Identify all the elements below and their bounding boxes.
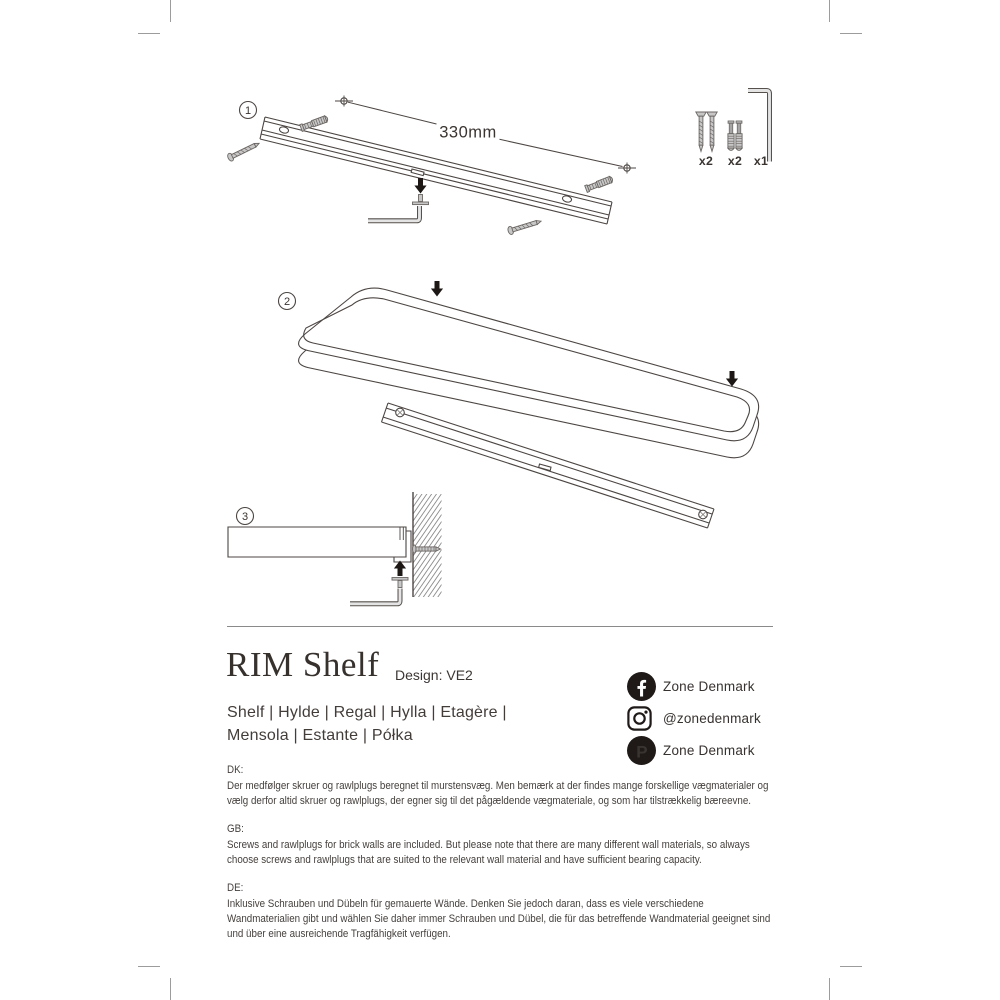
kit-rawlplug-icon: [728, 121, 734, 150]
product-names-line-2: Mensola | Estante | Półka: [227, 727, 413, 744]
down-arrow-icon: [726, 371, 738, 387]
allen-key-icon: [368, 206, 420, 221]
wall-rail: [260, 117, 612, 224]
pinterest-label: Zone Denmark: [663, 742, 755, 758]
product-title: RIM Shelf: [226, 645, 380, 684]
up-arrow-icon: [394, 561, 406, 577]
crop-mark: [138, 966, 160, 967]
product-names-line-1: Shelf | Hylde | Regal | Hylla | Etagère |: [227, 704, 507, 721]
rawlplugs-qty-label: x2: [727, 154, 743, 168]
step-2-number: 2: [283, 296, 291, 308]
instagram-label: @zonedenmark: [663, 710, 761, 726]
step-1-badge: [240, 102, 257, 119]
step-3-diagram: [228, 458, 442, 633]
dimension-330mm: [335, 96, 636, 174]
screws-qty-label: x2: [698, 154, 714, 168]
set-screw: [413, 195, 429, 205]
section-divider: [227, 626, 773, 627]
pinterest-row: [627, 735, 755, 765]
step-2-diagram: [279, 281, 759, 528]
rail-set-screw-slot: [539, 464, 551, 471]
note-gb-text: Screws and rawlplugs for brick walls are included. But please note that there are many different wall materials, so always choose screws and rawlplugs that are suited to the relevant wall material and have sufficient bearing capacity.: [227, 839, 750, 866]
note-de-label: DE:: [227, 882, 244, 895]
step-2-badge: [279, 293, 296, 310]
crop-mark: [170, 978, 171, 1000]
step-3-number: 3: [241, 511, 249, 523]
notes-section: [227, 764, 773, 956]
step-1-number: 1: [244, 105, 252, 117]
product-names: [227, 701, 507, 747]
rail-set-screw-slot: [411, 169, 424, 176]
crop-mark: [829, 978, 830, 1000]
design-code: Design: VE2: [395, 667, 473, 683]
facebook-icon: [627, 672, 663, 701]
down-arrow-icon: [414, 178, 426, 194]
wall-section: [413, 458, 442, 633]
instagram-icon: [627, 706, 663, 731]
pinterest-icon: [627, 736, 663, 765]
down-arrow-icon: [431, 281, 443, 297]
hardware-kit: [696, 91, 770, 169]
dimension-label: 330mm: [439, 123, 497, 142]
crop-mark: [840, 966, 862, 967]
allen-key-qty-label: x1: [753, 154, 769, 168]
kit-rawlplug-icon: [736, 121, 742, 150]
set-screw: [392, 578, 408, 588]
kit-screw-icon: [707, 112, 717, 152]
wall-screw-icon: [507, 217, 542, 235]
facebook-row: [627, 671, 755, 701]
instagram-row: [627, 705, 761, 731]
shelf-tray: [299, 288, 759, 458]
shelf-cross-section: [228, 527, 411, 562]
wall-screw-icon: [226, 140, 260, 162]
kit-screw-icon: [696, 112, 706, 152]
note-gb-label: GB:: [227, 823, 244, 836]
facebook-label: Zone Denmark: [663, 678, 755, 694]
kit-allen-key-icon: [748, 91, 770, 162]
step-1-diagram: [226, 96, 636, 236]
wall-screw-icon: [413, 545, 441, 553]
svg-text:P: P: [636, 742, 648, 761]
allen-key-icon: [350, 589, 400, 604]
note-dk-label: DK:: [227, 764, 244, 776]
rawlplug-icon: [585, 176, 614, 193]
note-dk-text: Der medfølger skruer og rawlplugs beregnet til murstensvæg. Men bemærk at der findes mange forskellige vægmaterialer og vælg derfor altid skruer og rawlplugs, der egner sig til det pågældende vægmateriale, og som har tilstrækkelig bæreevne.: [227, 780, 769, 807]
step-3-badge: [237, 508, 254, 525]
note-de-text: Inklusive Schrauben und Dübeln für gemauerte Wände. Denken Sie jedoch daran, dass es viele verschiedene Wandmaterialien gibt und wählen Sie daher immer Schrauben und Dübel, die für das betreffende Wandmaterial geeignet sind und über eine ausreichende Tragfähigkeit verfügen.: [227, 898, 771, 940]
